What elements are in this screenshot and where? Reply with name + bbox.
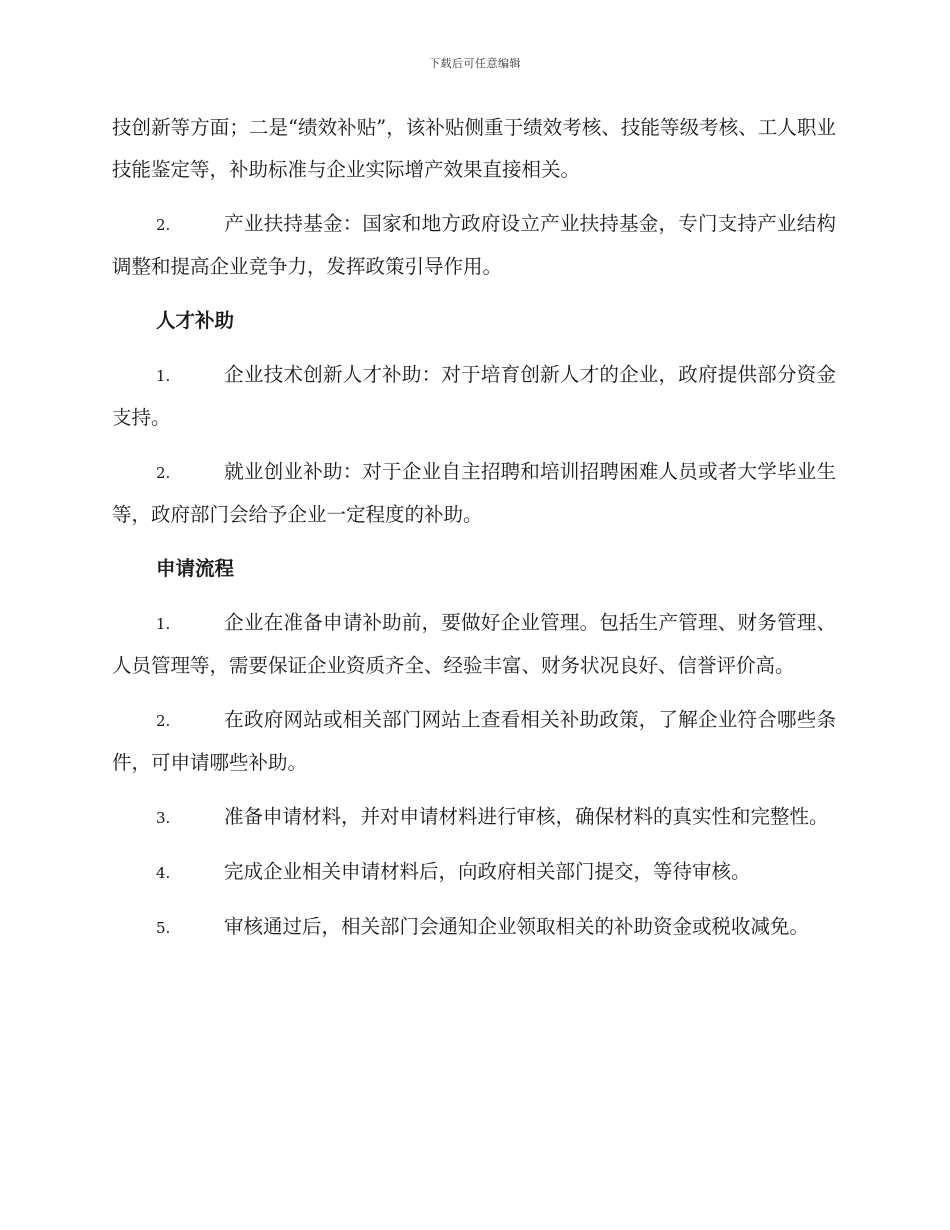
list-item-process-3 xyxy=(112,796,836,839)
list-text: 准备申请材料，并对申请材料进行审核，确保材料的真实性和完整性。 xyxy=(224,805,829,828)
list-text: 审核通过后，相关部门会通知企业领取相关的补助资金或税收减免。 xyxy=(224,915,810,938)
list-text: 企业在准备申请补助前，要做好企业管理。包括生产管理、财务管理、人员管理等，需要保证企业资质齐全、经验丰富、财务状况良好、信誉评价高。 xyxy=(112,611,836,677)
list-number: 1. xyxy=(156,367,171,385)
section-heading-talent: 人才补助 xyxy=(156,309,235,332)
list-item-industry-fund xyxy=(112,203,836,288)
list-item-process-1 xyxy=(112,602,836,687)
list-text: 完成企业相关申请材料后，向政府相关部门提交，等待审核。 xyxy=(224,860,751,883)
list-item-process-2 xyxy=(112,699,836,784)
list-number: 4. xyxy=(156,864,171,882)
list-item-process-4 xyxy=(112,851,836,894)
list-number: 3. xyxy=(156,809,171,827)
list-item-process-5 xyxy=(112,906,836,949)
list-item-talent-1 xyxy=(112,354,836,439)
page-header: 下载后可任意编辑 xyxy=(429,57,521,70)
document-body xyxy=(112,107,836,961)
list-text: 企业技术创新人才补助：对于培育创新人才的企业，政府提供部分资金支持。 xyxy=(112,363,836,429)
section-heading-process: 申请流程 xyxy=(156,557,235,580)
list-item-talent-2 xyxy=(112,451,836,536)
list-text: 在政府网站或相关部门网站上查看相关补助政策，了解企业符合哪些条件，可申请哪些补助。 xyxy=(112,708,836,774)
list-text: 产业扶持基金：国家和地方政府设立产业扶持基金，专门支持产业结构调整和提高企业竞争力，发挥政策引导作用。 xyxy=(112,212,836,278)
list-number: 2. xyxy=(156,464,171,482)
intro-paragraph: 技创新等方面；二是“绩效补贴”，该补贴侧重于绩效考核、技能等级考核、工人职业技能鉴定等，补助标准与企业实际增产效果直接相关。 xyxy=(112,116,836,181)
list-number: 5. xyxy=(156,919,171,937)
list-text: 就业创业补助：对于企业自主招聘和培训招聘困难人员或者大学毕业生等，政府部门会给予企业一定程度的补助。 xyxy=(112,460,836,526)
list-number: 1. xyxy=(156,615,171,633)
list-number: 2. xyxy=(156,712,171,730)
list-number: 2. xyxy=(156,216,171,234)
